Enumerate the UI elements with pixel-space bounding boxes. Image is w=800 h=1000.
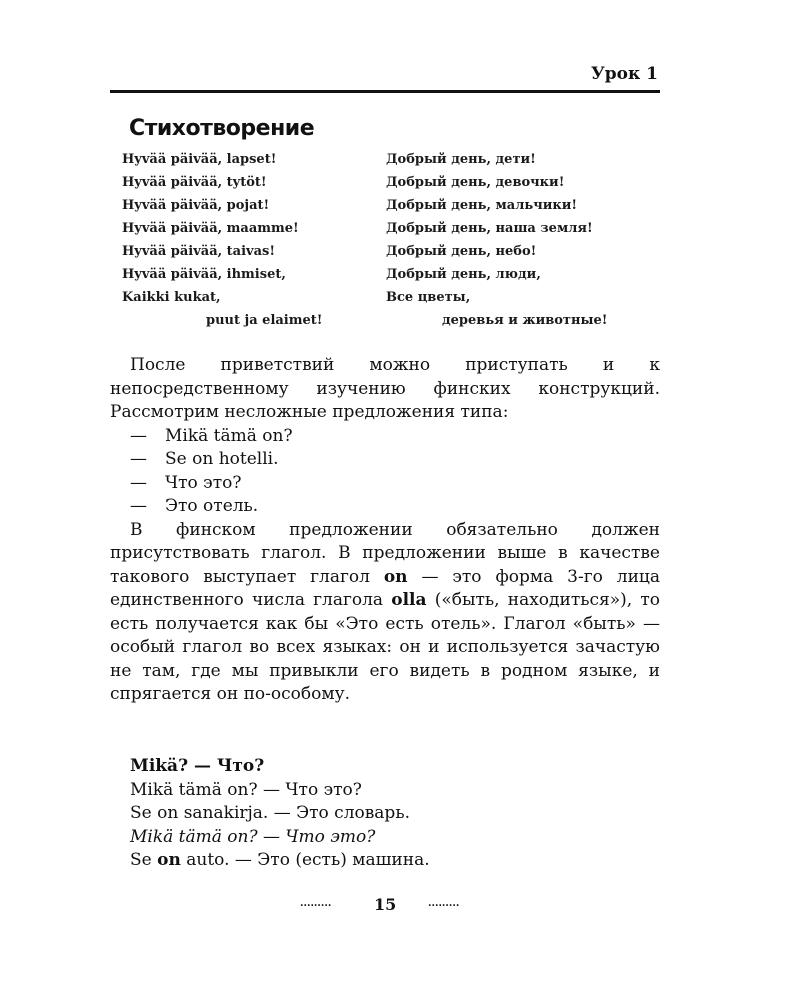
page-number: 15 (374, 895, 397, 914)
footer-dots-left: ......... (300, 898, 332, 909)
example-text: auto. — Это (есть) машина. (180, 850, 430, 870)
paragraph-text: В финском предложении обязательно должен присутствовать глагол. В предложении выше в качестве такового выступает глагол (110, 519, 660, 587)
footer-dots-right: ......... (428, 898, 460, 909)
verb-olla: olla (391, 590, 427, 610)
poem-line-russian: Добрый день, девочки! (386, 175, 565, 190)
poem-row (122, 263, 642, 286)
dash: — (130, 449, 147, 469)
paragraph-text: («быть, находиться»), то есть получается как бы «Это есть отель». Глагол «быть» — особый глагол во всех языках: он и используется зачастую не там, где мы привыкли его видеть в родном языке, и спрягается он по-особому. (110, 590, 660, 704)
poem-row (122, 240, 642, 263)
dialogue-line (110, 495, 660, 519)
poem-line-russian: Все цветы, (386, 290, 471, 305)
examples (130, 755, 650, 873)
poem-row (122, 148, 642, 171)
poem-row (122, 194, 642, 217)
poem (122, 148, 642, 332)
poem-line-russian: Добрый день, дети! (386, 152, 536, 167)
poem-line-russian: Добрый день, небо! (386, 244, 537, 259)
poem-row (122, 217, 642, 240)
poem-line-finnish: Hyvää päivää, maamme! (122, 221, 299, 236)
poem-row (122, 286, 642, 309)
example-line-italic: Mikä tämä on? — Что это? (130, 826, 376, 847)
poem-line-finnish: Hyvää päivää, tytöt! (122, 175, 267, 190)
page-footer (300, 897, 470, 917)
poem-line-russian: деревья и животные! (442, 313, 608, 328)
poem-line-russian: Добрый день, наша земля! (386, 221, 593, 236)
example-line (130, 849, 650, 873)
poem-line-russian: Добрый день, люди, (386, 267, 541, 282)
example-line: Se on sanakirja. — Это словарь. (130, 803, 410, 823)
verb-on: on (157, 850, 181, 870)
dash: — (130, 425, 147, 446)
poem-row (122, 171, 642, 194)
poem-line-finnish: Hyvää päivää, taivas! (122, 244, 276, 259)
dash: — (130, 472, 147, 493)
poem-line-finnish: puut ja elaimet! (206, 313, 323, 328)
verb-on: on (383, 566, 408, 587)
grammar-paragraph (110, 519, 660, 707)
dialogue-text: Что это? (165, 472, 242, 493)
intro-paragraph: После приветствий можно приступать и к непосредственному изучению финских конструкций. Рассмотрим несложные предложения типа: (110, 355, 660, 422)
example-text: Se (130, 850, 158, 870)
poem-line-finnish: Hyvää päivää, lapset! (122, 152, 277, 167)
dialogue-line (110, 448, 660, 472)
poem-line-finnish: Hyvää päivää, ihmiset, (122, 267, 286, 282)
dialogue-text: Se on hotelli. (165, 449, 279, 469)
dialogue-line (110, 472, 660, 496)
dialogue-line (110, 425, 660, 449)
dash: — (130, 496, 147, 516)
poem-title: Стихотворение (129, 116, 315, 141)
body-text (110, 354, 660, 707)
poem-row (122, 309, 642, 332)
poem-line-finnish: Kaikki kukat, (122, 290, 221, 305)
examples-heading: Mikä? — Что? (130, 756, 265, 776)
poem-line-russian: Добрый день, мальчики! (386, 198, 578, 213)
example-line: Mikä tämä on? — Что это? (130, 779, 362, 800)
header-rule (110, 90, 660, 93)
lesson-header: Урок 1 (590, 64, 658, 84)
dialogue-text: Это отель. (165, 496, 259, 516)
paragraph-text: — это форма 3-го лица единственного числа глагола (110, 566, 660, 610)
dialogue-text: Mikä tämä on? (165, 425, 293, 446)
poem-line-finnish: Hyvää päivää, pojat! (122, 198, 270, 213)
